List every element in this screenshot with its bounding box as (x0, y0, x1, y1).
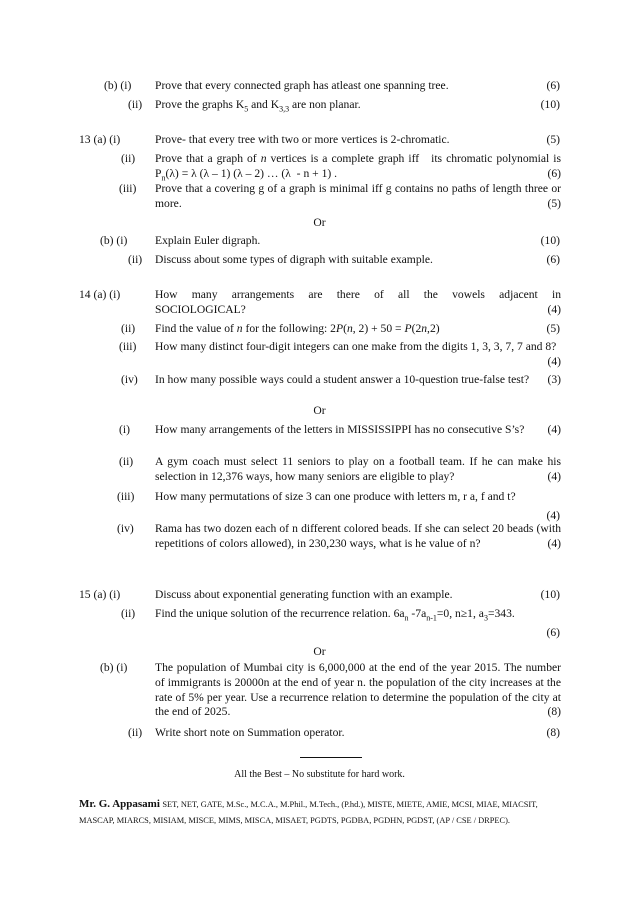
author-line (79, 798, 579, 811)
label-15a-ii: (ii) (121, 607, 136, 620)
question-14b-i: How many arrangements of the letters in MISSISSIPPI has no consecutive S’s? (4) (155, 423, 561, 436)
label-14b-iv: (iv) (117, 522, 134, 535)
question-14a-ii: Find the value of n for the following: 2P(n, 2) + 50 = P(2n,2) (155, 322, 440, 335)
label-15a-i: 15 (a) (i) (79, 588, 121, 601)
label-15b-i: (b) (i) (100, 661, 128, 674)
label-14b-i: (i) (119, 423, 130, 436)
marks-14b-iv: (4) (547, 536, 561, 550)
label-15b-ii: (ii) (128, 726, 143, 739)
marks-13b-ii: (6) (546, 253, 560, 266)
author-credentials-2: MASCAP, MIARCS, MISIAM, MISCE, MIMS, MISCA, MISAET, PGDTS, PGDBA, PGDHN, PGDST, (AP / CSE / DRPEC). (79, 816, 511, 825)
question-15b-i: The population of Mumbai city is 6,000,000 at the end of the year 2015. The number of immigrants is 20000n at the end of year n. the population of the city increases at the rate of 5% per year. Use a recurrence relation to determine the population of the city at the end of 2025. (8) (155, 661, 561, 719)
marks-13a-iii: (5) (547, 196, 561, 210)
marks-15a-i: (10) (540, 588, 560, 601)
or-separator: Or (313, 216, 326, 229)
question-14b-iii: How many permutations of size 3 can one produce with letters m, r a, f and t? (155, 490, 516, 503)
marks-13b-i: (10) (540, 234, 560, 247)
marks-14a-iii: (4) (547, 354, 561, 368)
author-name: Mr. G. Appasami (79, 798, 160, 810)
question-14b-ii: A gym coach must select 11 seniors to play on a football team. If he can make his selection in 12,376 ways, how many seniors are eligible to play? (4) (155, 455, 561, 483)
closing-line: All the Best – No substitute for hard work. (234, 769, 405, 780)
author-credentials-1: SET, NET, GATE, M.Sc., M.C.A., M.Phil., M.Tech., (P.hd.), MISTE, MIETE, AMIE, MCSI, MIAE, MIACSIT, (162, 800, 538, 809)
end-rule (300, 757, 362, 758)
label-13a-ii: (ii) (121, 152, 136, 165)
question-13b-i: Explain Euler digraph. (155, 234, 261, 247)
marks-14b-iii: (4) (546, 509, 560, 522)
question-15a-ii: Find the unique solution of the recurrence relation. $6a_n$ $-7a_{n-1}=0$, n≥1, $a_3=343$. (155, 607, 515, 623)
question-13a-ii: Prove that a graph of n vertices is a complete graph iff its chromatic polynomial is $P_n(\lambda) = \lambda$ (λ – 1) (λ – 2) … (λ - n + 1) . (6) (155, 152, 561, 183)
marks-14a-i: (4) (547, 302, 561, 316)
label-14a-ii: (ii) (121, 322, 136, 335)
marks-15a-ii: (6) (546, 626, 560, 639)
marks-14b-i: (4) (547, 423, 561, 436)
or-separator: Or (313, 404, 326, 417)
question-14a-i: How many arrangements are there of all the vowels adjacent in SOCIOLOGICAL? (4) (155, 288, 561, 316)
marks-13a-i: (5) (546, 133, 560, 146)
question-14b-iv: Rama has two dozen each of n different colored beads. If she can select 20 beads (with repetitions of colors allowed), in 230,230 ways, what is he value of n? (4) (155, 522, 561, 550)
label-12b-ii: (ii) (128, 98, 143, 111)
marks-15b-ii: (8) (546, 726, 560, 739)
marks-14a-iv: (3) (547, 373, 561, 386)
marks-12b-i: (6) (546, 79, 560, 92)
question-13a-i: Prove- that every tree with two or more vertices is 2-chromatic. (155, 133, 450, 146)
label-14a-iv: (iv) (121, 373, 138, 386)
marks-12b-ii: (10) (540, 98, 560, 111)
question-15a-i: Discuss about exponential generating function with an example. (155, 588, 453, 601)
question-12b-i: Prove that every connected graph has atleast one spanning tree. (155, 79, 449, 92)
label-14a-i: 14 (a) (i) (79, 288, 121, 301)
question-13b-ii: Discuss about some types of digraph with suitable example. (155, 253, 433, 266)
question-14a-iii: How many distinct four-digit integers can one make from the digits 1, 3, 3, 7, 7 and 8? (4) (155, 340, 561, 368)
marks-15b-i: (8) (547, 705, 561, 719)
label-13b-ii: (ii) (128, 253, 143, 266)
label-14b-iii: (iii) (117, 490, 135, 503)
label-13a-i: 13 (a) (i) (79, 133, 121, 146)
label-14a-iii: (iii) (119, 340, 137, 353)
label-12b-i: (b) (i) (104, 79, 132, 92)
question-14a-iv: In how many possible ways could a student answer a 10-question true-false test? (3) (155, 373, 561, 386)
label-13b-i: (b) (i) (100, 234, 128, 247)
or-separator: Or (313, 645, 326, 658)
label-13a-iii: (iii) (119, 182, 137, 195)
question-15b-ii: Write short note on Summation operator. (155, 726, 345, 739)
question-12b-ii: Prove the graphs $K_5$ and $K_{3,3}$ are non planar. (155, 98, 361, 114)
marks-14b-ii: (4) (547, 469, 561, 483)
marks-13a-ii: (6) (547, 166, 561, 180)
question-13a-iii: Prove that a covering g of a graph is minimal iff g contains no paths of length three or more. (5) (155, 182, 561, 210)
label-14b-ii: (ii) (119, 455, 134, 468)
marks-14a-ii: (5) (546, 322, 560, 335)
